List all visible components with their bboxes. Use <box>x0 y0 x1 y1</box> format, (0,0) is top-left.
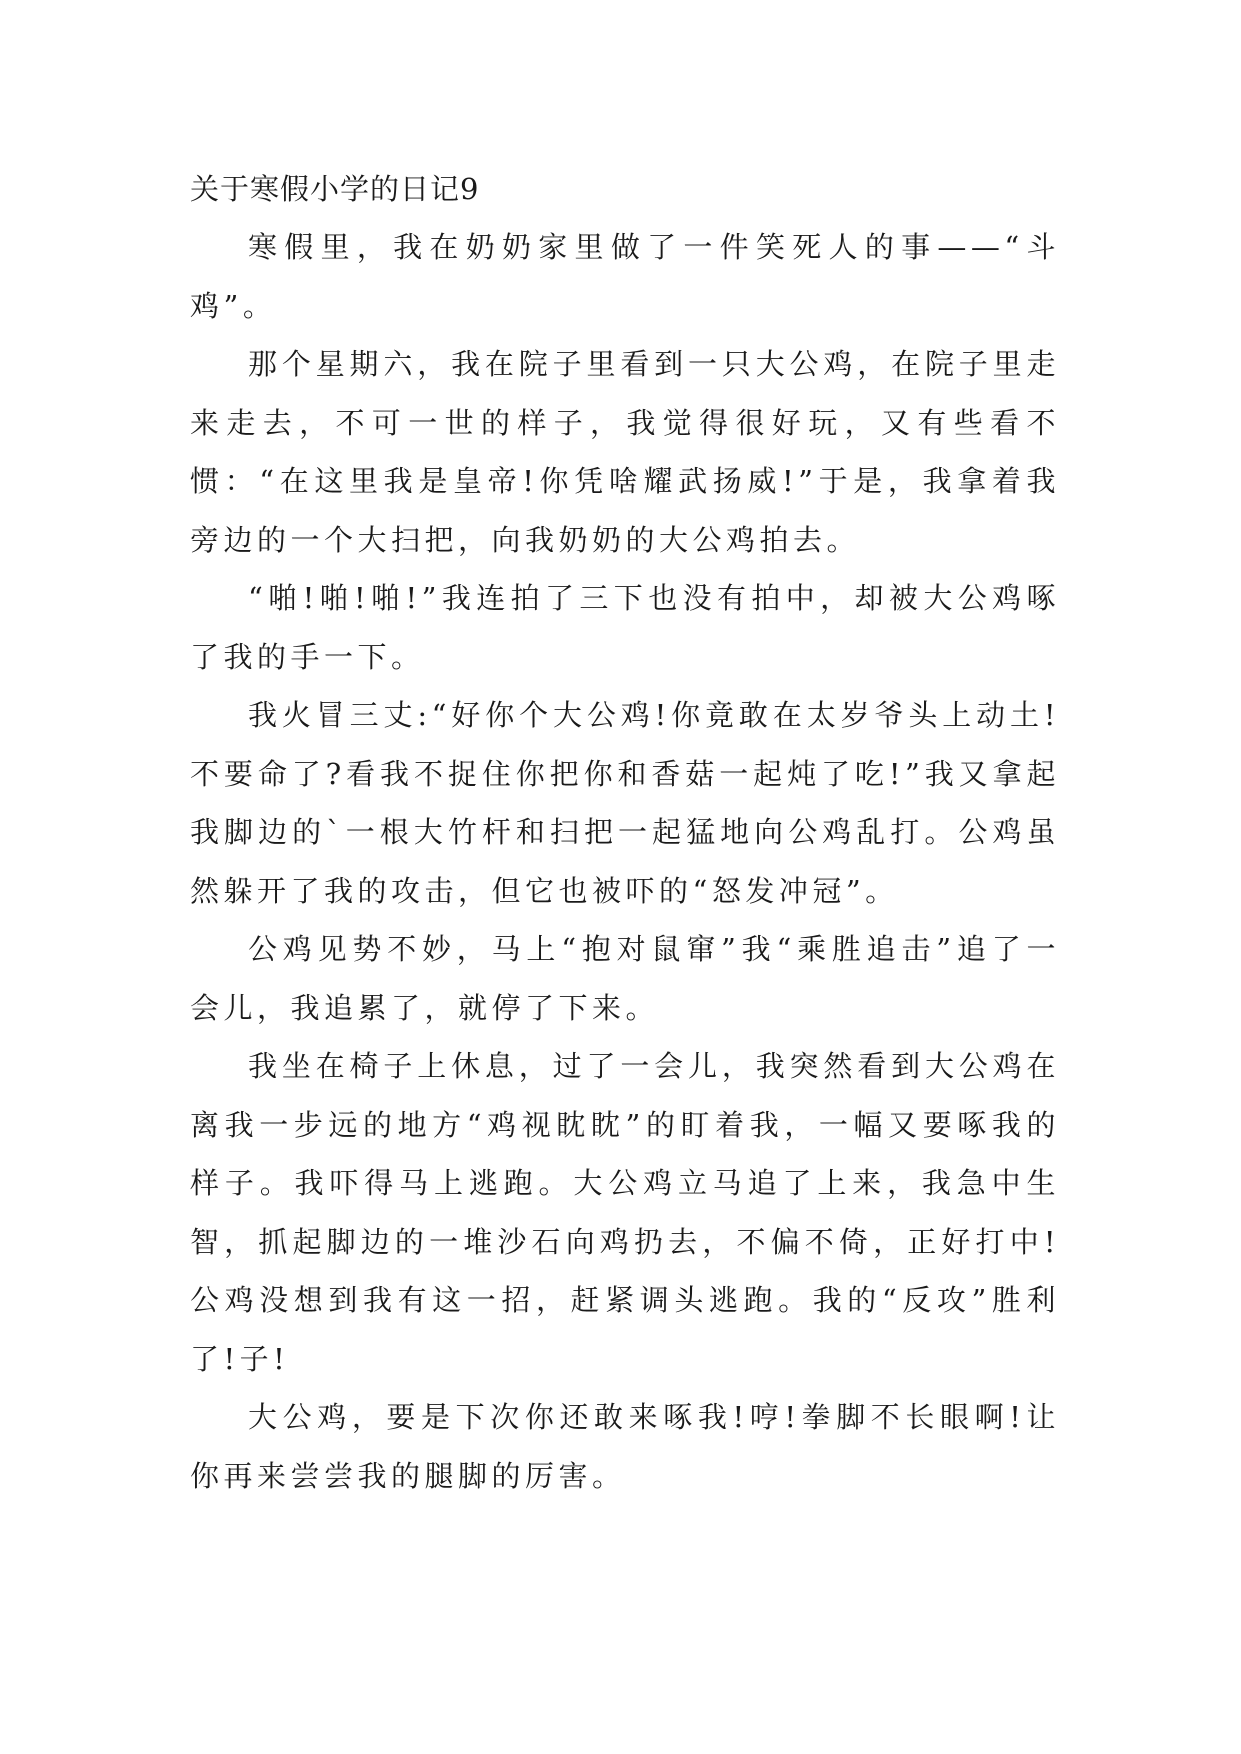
paragraph: 公鸡见势不妙，马上“抱对鼠窜”我“乘胜追击”追了一会儿，我追累了，就停了下来。 <box>190 932 1060 1025</box>
paragraph: 大公鸡，要是下次你还敢来啄我!哼!拳脚不长眼啊!让你再来尝尝我的腿脚的厉害。 <box>190 1400 1060 1493</box>
document-title: 关于寒假小学的日记9 <box>190 172 480 206</box>
document-page <box>190 160 1060 1505</box>
paragraph: “啪!啪!啪!”我连拍了三下也没有拍中，却被大公鸡啄了我的手一下。 <box>190 581 1060 674</box>
paragraph: 我火冒三丈:“好你个大公鸡!你竟敢在太岁爷头上动土!不要命了?看我不捉住你把你和香菇一起炖了吃!”我又拿起我脚边的`一根大竹杆和扫把一起猛地向公鸡乱打。公鸡虽然躲开了我的攻击，但它也被吓的“怒发冲冠”。 <box>190 698 1060 908</box>
paragraph: 我坐在椅子上休息，过了一会儿，我突然看到大公鸡在离我一步远的地方“鸡视眈眈”的盯着我，一幅又要啄我的样子。我吓得马上逃跑。大公鸡立马追了上来，我急中生智，抓起脚边的一堆沙石向鸡扔去，不偏不倚，正好打中!公鸡没想到我有这一招，赶紧调头逃跑。我的“反攻”胜利了!子! <box>190 1049 1060 1376</box>
paragraph: 寒假里，我在奶奶家里做了一件笑死人的事——“斗鸡”。 <box>190 230 1060 323</box>
paragraph: 那个星期六，我在院子里看到一只大公鸡，在院子里走来走去，不可一世的样子，我觉得很好玩，又有些看不惯：“在这里我是皇帝!你凭啥耀武扬威!”于是，我拿着我旁边的一个大扫把，向我奶奶的大公鸡拍去。 <box>190 347 1060 557</box>
